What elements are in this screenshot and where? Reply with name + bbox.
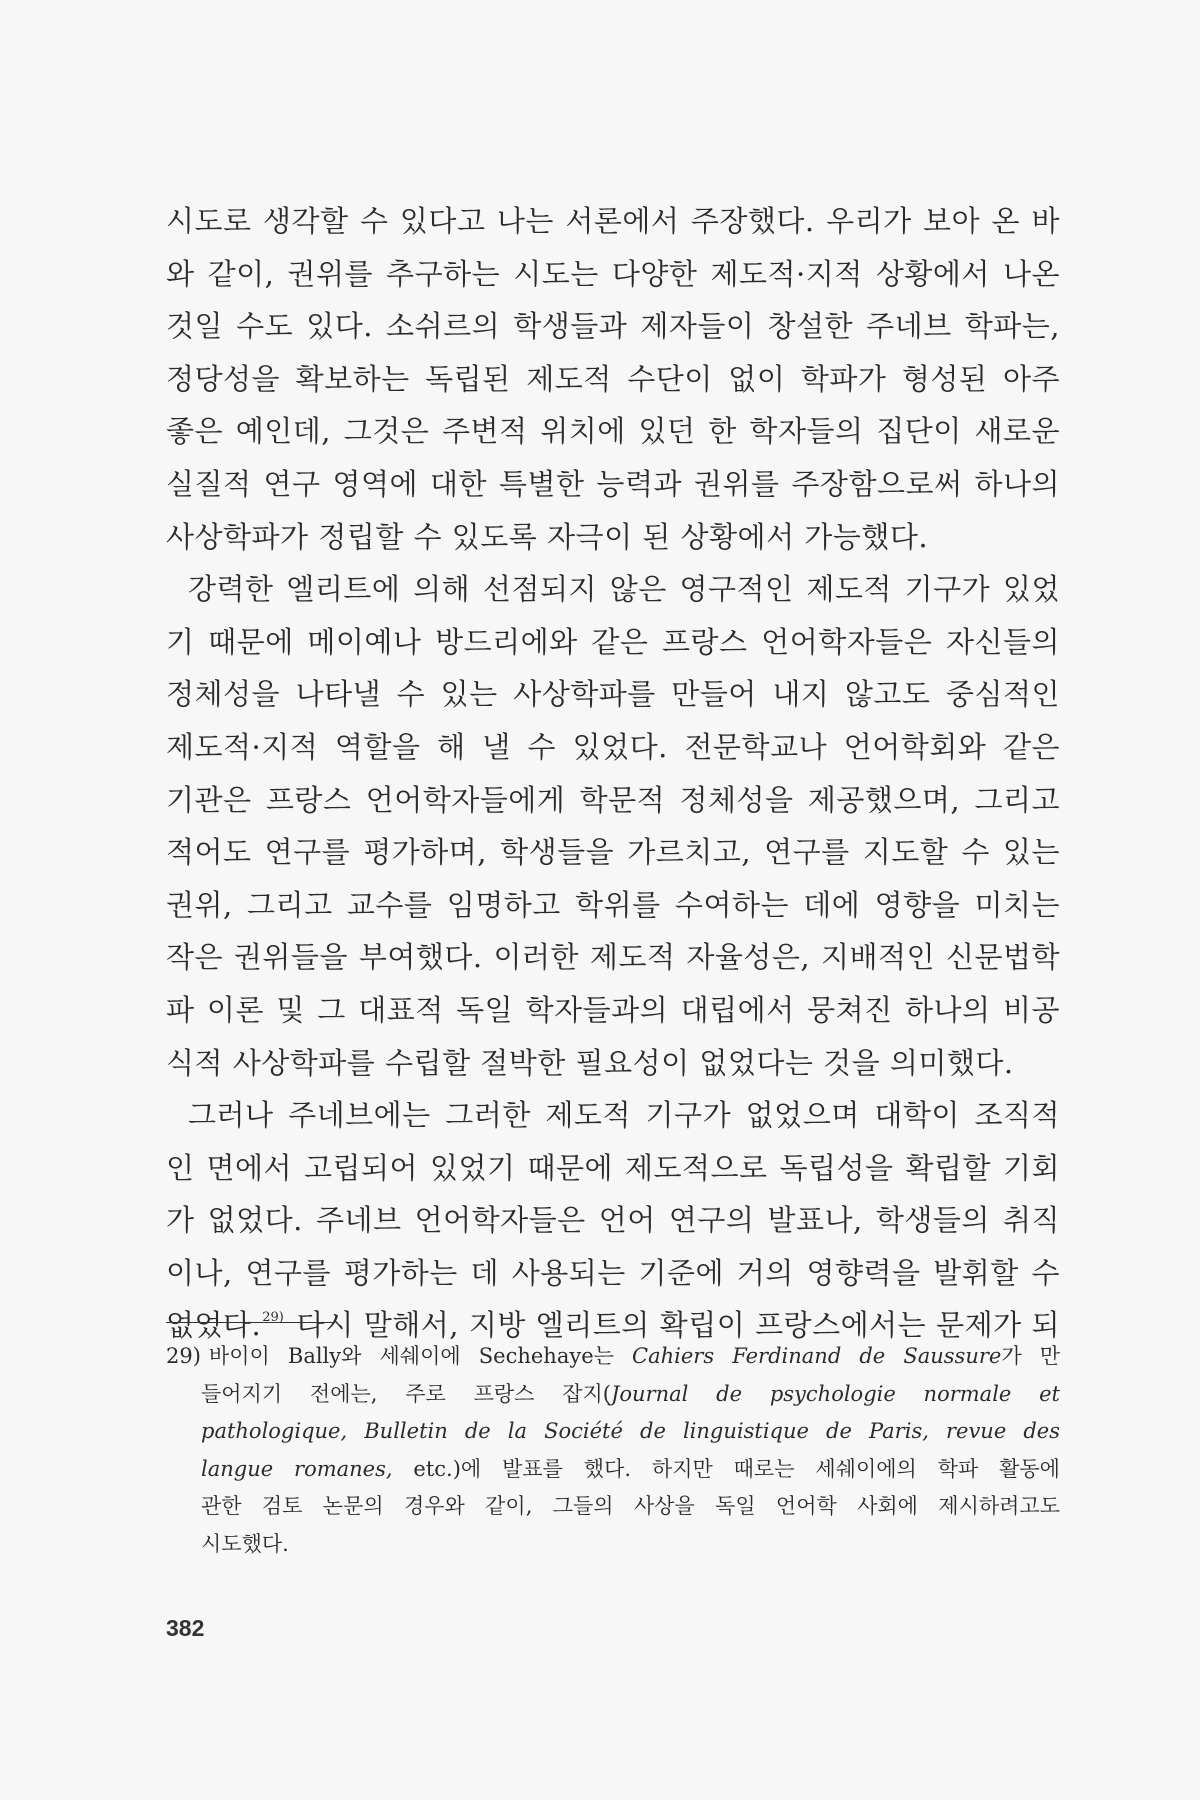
text-line: 그러나 주네브에는 그러한 제도적 기구가 없었으며 대학이 조직적 [188, 1098, 1060, 1133]
footnote-title: Journal de psychologie normale et [611, 1381, 1060, 1406]
footnote-line [166, 1413, 1060, 1451]
footnote-line [166, 1451, 1060, 1489]
text-line: 것일 수도 있다. 소쉬르의 학생들과 제자들이 창설한 주네브 학파는, [166, 309, 1060, 344]
footnote-line [166, 1376, 1060, 1414]
footnote-text: etc.)에 발표를 했다. 하지만 때로는 세쉐이에의 학파 활동에 [413, 1456, 1060, 1481]
text-line: 기 때문에 메이예나 방드리에와 같은 프랑스 언어학자들은 자신들의 [166, 624, 1060, 659]
text-line: 이나, 연구를 평가하는 데 사용되는 기준에 거의 영향력을 발휘할 수 [166, 1255, 1060, 1290]
text-segment: 없었다. [166, 1308, 262, 1343]
footnote [166, 1338, 1060, 1563]
text-line: 파 이론 및 그 대표적 독일 학자들과의 대립에서 뭉쳐진 하나의 비공 [166, 992, 1060, 1027]
text-line: 와 같이, 권위를 추구하는 시도는 다양한 제도적·지적 상황에서 나온 [166, 256, 1060, 291]
text-line: 제도적·지적 역할을 해 낼 수 있었다. 전문학교나 언어학회와 같은 [166, 729, 1060, 764]
text-segment: 다시 말해서, 지방 엘리트의 확립이 프랑스에서는 문제가 되 [296, 1308, 1060, 1343]
text-line: 인 면에서 고립되어 있었기 때문에 제도적으로 독립성을 확립할 기회 [166, 1150, 1060, 1185]
footnote-title: pathologique, Bulletin de la Société de linguistique de Paris, revue des [201, 1419, 1060, 1443]
footnote-text: 들어지기 전에는, 주로 프랑스 잡지( [201, 1381, 611, 1406]
text-line: 가 없었다. 주네브 언어학자들은 언어 연구의 발표나, 학생들의 취직 [166, 1203, 1060, 1238]
footnote-title: Cahiers Ferdinand de Saussure [632, 1344, 1002, 1368]
text-line: 권위, 그리고 교수를 임명하고 학위를 수여하는 데에 영향을 미치는 [166, 887, 1060, 922]
text-line: 사상학파가 정립할 수 있도록 자극이 된 상황에서 가능했다. [166, 519, 929, 554]
text-line: 정체성을 나타낼 수 있는 사상학파를 만들어 내지 않고도 중심적인 [166, 677, 1060, 712]
footnote-divider [166, 1322, 334, 1323]
text-line: 강력한 엘리트에 의해 선점되지 않은 영구적인 제도적 기구가 있었 [188, 572, 1060, 607]
footnote-reference[interactable]: 29) [262, 1310, 284, 1326]
body-text [166, 195, 1060, 1352]
footnote-number: 29) [166, 1344, 201, 1368]
text-line: 정당성을 확보하는 독립된 제도적 수단이 없이 학파가 형성된 아주 [166, 361, 1060, 396]
text-line: 식적 사상학파를 수립할 절박한 필요성이 없었다는 것을 의미했다. [166, 1045, 1014, 1080]
footnote-title: langue romanes, [201, 1456, 393, 1481]
footnote-text: 가 만 [1001, 1344, 1061, 1368]
text-line: 좋은 예인데, 그것은 주변적 위치에 있던 한 학자들의 집단이 새로운 [166, 414, 1060, 449]
footnote-line: 시도했다. [201, 1531, 289, 1556]
text-line: 기관은 프랑스 언어학자들에게 학문적 정체성을 제공했으며, 그리고 [166, 782, 1060, 817]
footnote-line: 관한 검토 논문의 경우와 같이, 그들의 사상을 독일 언어학 사회에 제시하려고도 [201, 1494, 1060, 1518]
text-line: 작은 권위들을 부여했다. 이러한 제도적 자율성은, 지배적인 신문법학 [166, 940, 1060, 975]
text-line: 시도로 생각할 수 있다고 나는 서론에서 주장했다. 우리가 보아 온 바 [166, 204, 1060, 238]
text-line: 적어도 연구를 평가하며, 학생들을 가르치고, 연구를 지도할 수 있는 [166, 835, 1060, 870]
text-line: 실질적 연구 영역에 대한 특별한 능력과 권위를 주장함으로써 하나의 [166, 466, 1060, 501]
footnote-line [166, 1338, 1060, 1376]
page-number: 382 [166, 1615, 205, 1641]
footnote-text: 바이이 Bally와 세쉐이에 Sechehaye는 [208, 1344, 614, 1368]
